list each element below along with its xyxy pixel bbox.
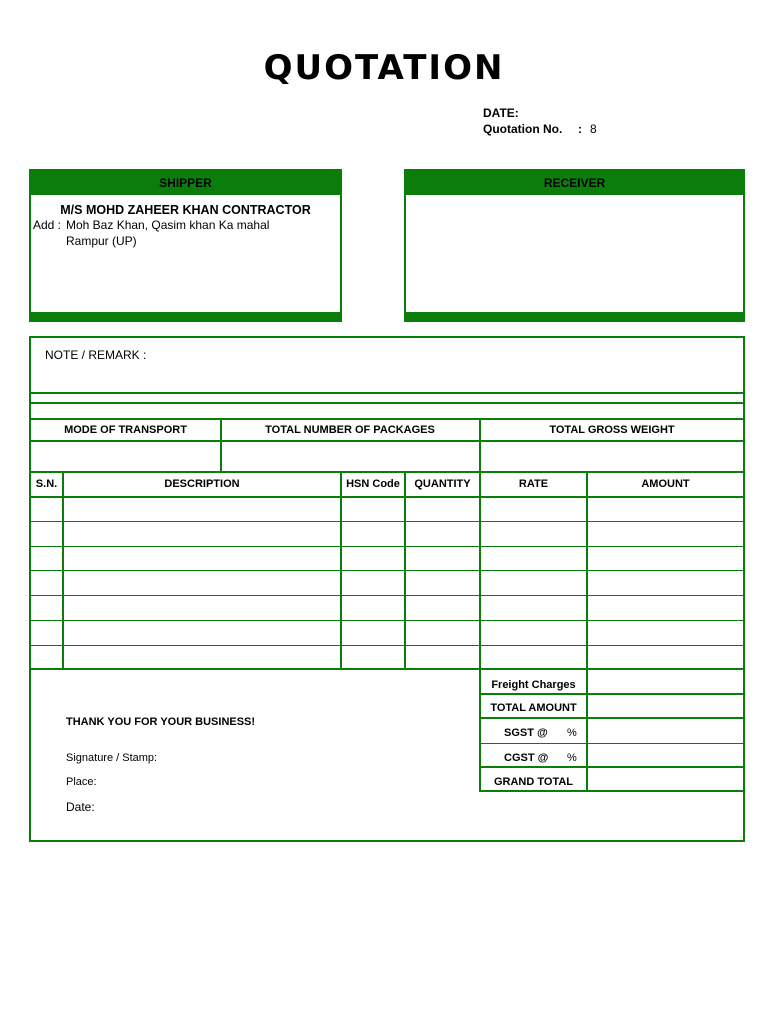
total-packages-header: TOTAL NUMBER OF PACKAGES bbox=[265, 424, 435, 436]
sgst-percent: % bbox=[567, 727, 577, 739]
hsn-code-header: HSN Code bbox=[346, 478, 400, 490]
divider bbox=[340, 472, 342, 670]
shipper-name: M/S MOHD ZAHEER KHAN CONTRACTOR bbox=[60, 203, 311, 217]
thank-you-text: THANK YOU FOR YOUR BUSINESS! bbox=[66, 716, 256, 725]
date-label: DATE: bbox=[483, 106, 519, 120]
mode-of-transport-header: MODE OF TRANSPORT bbox=[64, 424, 187, 436]
shipper-header: SHIPPER bbox=[31, 171, 340, 195]
place-label: Place: bbox=[66, 776, 97, 788]
description-header: DESCRIPTION bbox=[164, 478, 240, 490]
divider bbox=[479, 790, 745, 792]
total-gross-weight-header: TOTAL GROSS WEIGHT bbox=[549, 424, 675, 436]
note-label: NOTE / REMARK : bbox=[45, 348, 147, 362]
freight-charges-label: Freight Charges bbox=[491, 679, 576, 691]
total-amount-label: TOTAL AMOUNT bbox=[490, 702, 577, 714]
table-row-line bbox=[29, 595, 745, 596]
divider bbox=[479, 766, 745, 768]
divider bbox=[404, 472, 406, 670]
date-footer-label: Date: bbox=[66, 800, 95, 814]
shipper-address-line2: Rampur (UP) bbox=[66, 234, 137, 248]
signature-label: Signature / Stamp: bbox=[66, 752, 158, 764]
divider bbox=[479, 743, 745, 744]
divider bbox=[479, 472, 481, 670]
divider bbox=[479, 717, 745, 719]
table-row-line bbox=[29, 620, 745, 621]
divider bbox=[220, 418, 222, 472]
divider bbox=[29, 402, 745, 404]
page-title: QUOTATION bbox=[263, 48, 505, 88]
shipper-footer-bar bbox=[31, 312, 340, 320]
grand-total-label: GRAND TOTAL bbox=[493, 776, 574, 788]
table-row-line bbox=[29, 521, 745, 522]
shipper-address-line1: Moh Baz Khan, Qasim khan Ka mahal bbox=[66, 218, 270, 232]
receiver-box bbox=[404, 169, 745, 322]
table-row-line bbox=[29, 546, 745, 547]
cgst-label: CGST @ bbox=[504, 752, 549, 764]
quotation-number-value: 8 bbox=[590, 122, 597, 136]
shipper-address-label: Add : bbox=[33, 218, 62, 232]
divider bbox=[29, 392, 745, 394]
table-row-line bbox=[29, 645, 745, 646]
sn-header: S.N. bbox=[35, 478, 58, 490]
table-row-line bbox=[29, 570, 745, 571]
divider bbox=[29, 496, 745, 498]
divider bbox=[29, 668, 745, 670]
divider bbox=[586, 472, 588, 670]
quotation-number-label: Quotation No. bbox=[483, 122, 563, 136]
receiver-footer-bar bbox=[406, 312, 743, 320]
divider bbox=[479, 693, 745, 695]
shipper-box bbox=[29, 169, 342, 322]
quotation-number-colon: : bbox=[578, 122, 582, 136]
sgst-label: SGST @ bbox=[504, 727, 548, 739]
receiver-header: RECEIVER bbox=[406, 171, 743, 195]
amount-header: AMOUNT bbox=[641, 478, 690, 490]
divider bbox=[29, 440, 745, 442]
divider bbox=[479, 418, 481, 472]
thank-you-clip bbox=[66, 711, 326, 725]
cgst-percent: % bbox=[567, 752, 577, 764]
quantity-header: QUANTITY bbox=[414, 478, 471, 490]
divider bbox=[62, 472, 64, 670]
divider bbox=[586, 668, 588, 792]
rate-header: RATE bbox=[518, 478, 549, 490]
